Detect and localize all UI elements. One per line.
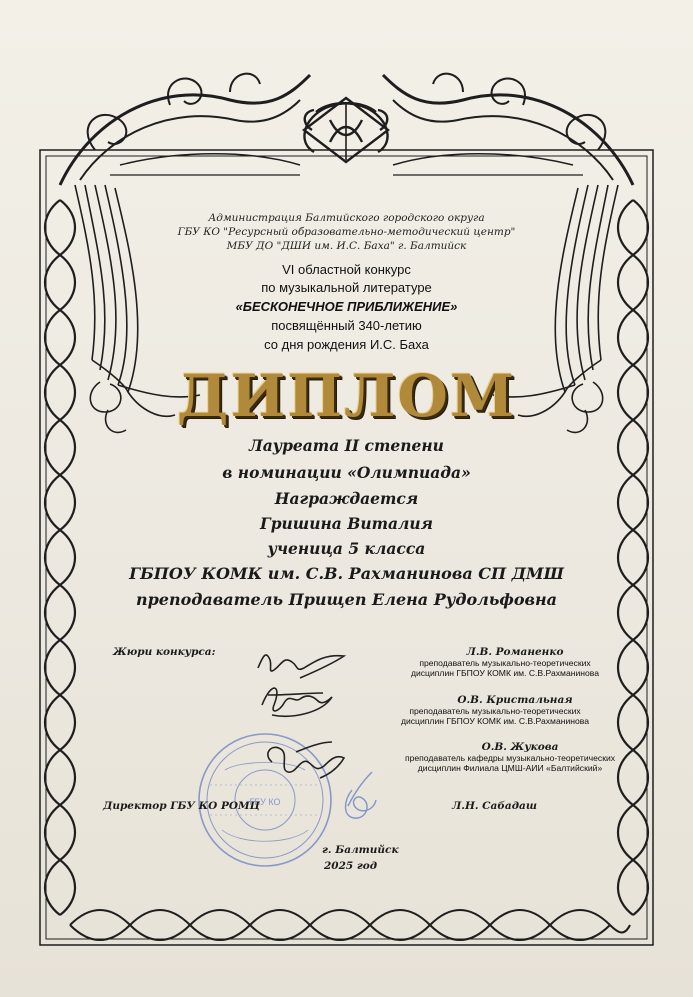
jury-member-role: дисциплин ГБПОУ КОМК им. С.В.Рахманинова — [410, 668, 600, 678]
contest-line-2: по музыкальной литературе — [261, 280, 432, 295]
jury-member — [370, 646, 640, 678]
contest-line-4: посвящённый 340-летию — [271, 318, 422, 333]
director-label: Директор ГБУ КО РОМЦ — [103, 800, 260, 812]
signature — [346, 772, 377, 818]
jury-member-name: О.В. Кристальная — [457, 694, 573, 706]
jury-member — [360, 694, 630, 726]
contest-line-1: VI областной конкурс — [282, 262, 411, 277]
svg-text:ГБУ КО: ГБУ КО — [249, 797, 281, 807]
teacher-name: преподаватель Прищеп Елена Рудольфовна — [135, 590, 558, 609]
footer-city: г. Балтийск — [322, 844, 399, 856]
signature — [258, 655, 344, 778]
contest-name: «БЕСКОНЕЧНОЕ ПРИБЛИЖЕНИЕ» — [235, 299, 458, 314]
contest-line-5: со дня рождения И.С. Баха — [264, 337, 429, 352]
jury-member-role: дисциплин Филиала ЦМШ-АИИ «Балтийский» — [417, 763, 603, 773]
jury-member-role: дисциплин ГБПОУ КОМК им. С.В.Рахманинова — [400, 716, 590, 726]
org-line-3: МБУ ДО "ДШИ им. И.С. Баха" г. Балтийск — [226, 240, 467, 252]
jury-member-role: преподаватель кафедры музыкально-теоретических — [404, 753, 616, 763]
student-grade: ученица 5 класса — [267, 539, 426, 558]
bach-monogram-emblem — [304, 98, 388, 162]
director-name: Л.Н. Сабадаш — [452, 800, 537, 812]
jury-label: Жюри конкурса: — [113, 646, 216, 658]
award-degree: Лауреата II степени — [249, 436, 444, 455]
org-line-1: Администрация Балтийского городского округа — [208, 212, 485, 224]
jury-member-role: преподаватель музыкально-теоретических — [419, 658, 591, 668]
jury-member-name: О.В. Жукова — [481, 741, 559, 753]
student-name: Гришина Виталия — [260, 514, 433, 533]
jury-member — [370, 741, 650, 773]
award-nomination: в номинации «Олимпиада» — [222, 463, 471, 482]
diploma-title: ДИПЛОМ — [176, 362, 517, 430]
school-name: ГБПОУ КОМК им. С.В. Рахманинова СП ДМШ — [129, 564, 564, 583]
footer-year: 2025 год — [324, 860, 378, 872]
org-line-2: ГБУ КО "Ресурсный образовательно-методический центр" — [177, 226, 516, 238]
awarded-label: Награждается — [274, 489, 419, 508]
jury-member-name: Л.В. Романенко — [466, 646, 564, 658]
jury-member-role: преподаватель музыкально-теоретических — [409, 706, 581, 716]
